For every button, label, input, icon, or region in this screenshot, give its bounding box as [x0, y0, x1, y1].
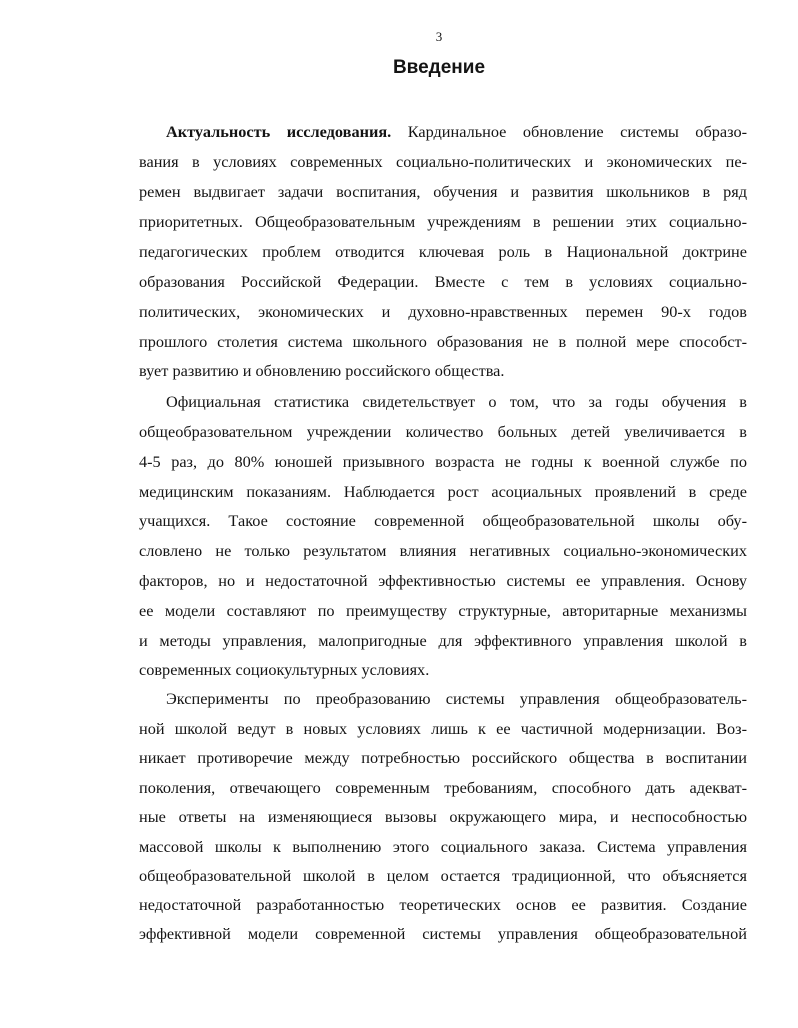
paragraph-1-line-8: прошлого столетия система школьного образования не в полной мере способст-: [139, 332, 747, 351]
page-title: Введение: [392, 57, 486, 78]
paragraph-1-lead: Актуальность исследования.: [166, 122, 392, 141]
paragraph-1-line-7: политических, экономических и духовно-нравственных перемен 90-х годов: [139, 302, 747, 321]
paragraph-3-line-3: никает противоречие между потребностью российского общества в воспитании: [139, 748, 747, 767]
paragraph-2-line-7: факторов, но и недостаточной эффективностью системы ее управления. Основу: [139, 571, 747, 590]
paragraph-3-line-1: Эксперименты по преобразованию системы управления общеобразователь-: [166, 689, 747, 708]
paragraph-1-line-4: приоритетных. Общеобразовательным учреждениям в решении этих социально-: [139, 212, 747, 231]
paragraph-2-line-1: Официальная статистика свидетельствует о том, что за годы обучения в: [166, 392, 747, 411]
paragraph-3-line-7: общеобразовательной школой в целом остается традиционной, что объясняется: [139, 866, 747, 885]
paragraph-2-line-5: учащихся. Такое состояние современной общеобразовательной школы обу-: [139, 511, 747, 530]
paragraph-1-line-5: педагогических проблем отводится ключевая роль в Национальной доктрине: [139, 242, 747, 261]
paragraph-1-line-1-text: Кардинальное обновление системы образо-: [391, 122, 748, 141]
paragraph-3-line-2: ной школой ведут в новых условиях лишь к ее частичной модернизации. Воз-: [139, 719, 747, 738]
paragraph-3-line-8: недостаточной разработанностью теоретических основ ее развития. Создание: [139, 895, 747, 914]
paragraph-1-line-6: образования Российской Федерации. Вместе с тем в условиях социально-: [139, 272, 747, 291]
paragraph-2-line-4: медицинским показаниям. Наблюдается рост асоциальных проявлений в среде: [139, 482, 747, 501]
paragraph-1-line-9: вует развитию и обновлению российского общества.: [139, 361, 505, 380]
paragraph-2-line-2: общеобразовательном учреждении количество больных детей увеличивается в: [139, 422, 747, 441]
paragraph-1-line-1: [139, 118, 747, 146]
paragraph-3-line-4: поколения, отвечающего современным требованиям, способного дать адекват-: [139, 778, 747, 797]
paragraph-2-line-6: словлено не только результатом влияния негативных социально-экономических: [139, 541, 747, 560]
paragraph-1-line-3: ремен выдвигает задачи воспитания, обучения и развития школьников в ряд: [139, 182, 747, 201]
paragraph-2-line-8: ее модели составляют по преимуществу структурные, авторитарные механизмы: [139, 601, 747, 620]
paragraph-2-line-9: и методы управления, малопригодные для эффективного управления школой в: [139, 631, 747, 650]
page-number: 3: [435, 29, 443, 44]
paragraph-1-line-2: вания в условиях современных социально-политических и экономических пе-: [139, 152, 747, 171]
paragraph-2-line-10: современных социокультурных условиях.: [139, 660, 430, 679]
paragraph-3-line-6: массовой школы к выполнению этого социального заказа. Система управления: [139, 837, 747, 856]
paragraph-2-line-3: 4-5 раз, до 80% юношей призывного возраста не годны к военной службе по: [139, 452, 747, 471]
paragraph-3-line-5: ные ответы на изменяющиеся вызовы окружающего мира, и неспособностью: [139, 807, 747, 826]
paragraph-3-line-9: эффективной модели современной системы управления общеобразовательной: [139, 924, 747, 943]
